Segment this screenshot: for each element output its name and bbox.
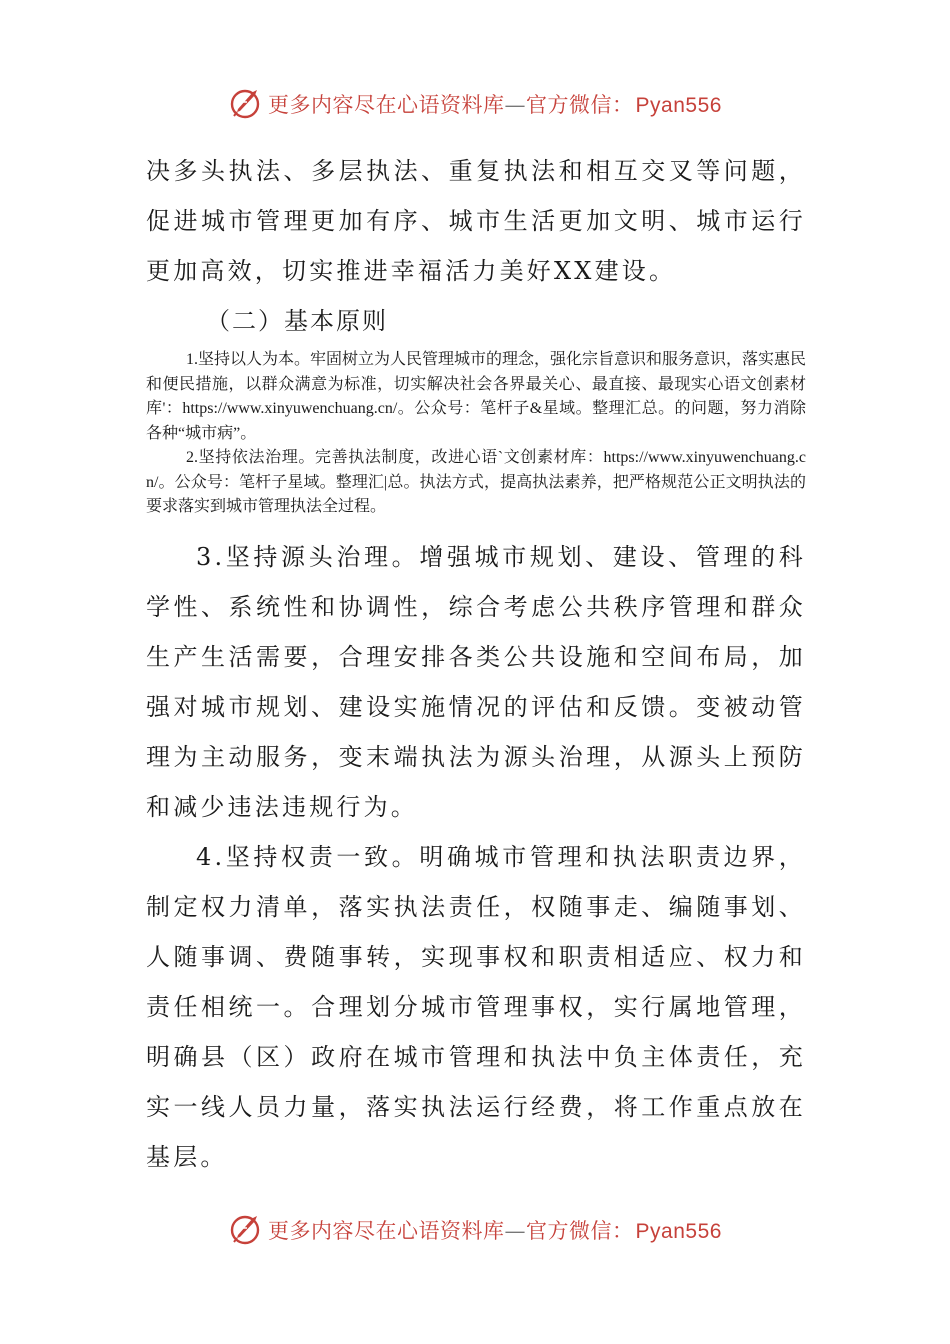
header-banner [0,84,950,124]
header-wechat-id: Pyan556 [635,94,722,117]
principle-3-paragraph: 3.坚持源头治理。增强城市规划、建设、管理的科学性、系统性和协调性，综合考虑公共秩序管理和群众生产生活需要，合理安排各类公共设施和空间布局，加强对城市规划、建设实施情况的评估和反馈。变被动管理为主动服务，变末端执法为源头治理，从源头上预防和减少违法违规行为。 [146,542,806,821]
principle-1-paragraph: 1.坚持以人为本。牢固树立为人民管理城市的理念，强化宗旨意识和服务意识，落实惠民和便民措施，以群众满意为标准，切实解决社会各界最关心、最直接、最现实心语文创素材库'：https://www.xinyuwenchuang.cn/。公众号：笔杆子&星域。整理汇总。的问题，努力消除各种“城市病”。 [146,351,807,442]
principle-2-paragraph: 2.坚持依法治理。完善执法制度，改进心语`文创素材库：https://www.xinyuwenchuang.cn/。公众号：笔杆子星域。整理汇|总。执法方式，提高执法素养，把严格规范公正文明执法的要求落实到城市管理执法全过程。 [146,449,806,515]
principle-4-paragraph: 4.坚持权责一致。明确城市管理和执法职责边界，制定权力清单，落实执法责任，权随事走、编随事划、人随事调、费随事转，实现事权和职责相适应、权力和责任相统一。合理划分城市管理事权，实行属地管理，明确县（区）政府在城市管理和执法中负主体责任，充实一线人员力量，落实执法运行经费，将工作重点放在基层。 [146,842,806,1171]
intro-paragraph: 决多头执法、多层执法、重复执法和相互交叉等问题，促进城市管理更加有序、城市生活更加文明、城市运行更加高效，切实推进幸福活力美好XX建设。 [146,157,806,285]
footer-wechat-id: Pyan556 [635,1220,722,1243]
small-text-block [146,348,806,520]
footer-brand-text: 更多内容尽在心语资料库 [268,1219,505,1243]
document-body [146,146,806,1182]
footer-wechat-label: 官方微信： [526,1219,634,1243]
quill-pen-icon [228,1213,262,1247]
header-brand-text: 更多内容尽在心语资料库 [268,93,505,117]
quill-pen-icon [228,87,262,121]
footer-banner [0,1210,950,1250]
footer-separator: — [504,1219,527,1243]
header-wechat-label: 官方微信： [526,93,634,117]
section-heading: （二）基本原则 [206,307,388,335]
header-separator: — [504,93,527,117]
